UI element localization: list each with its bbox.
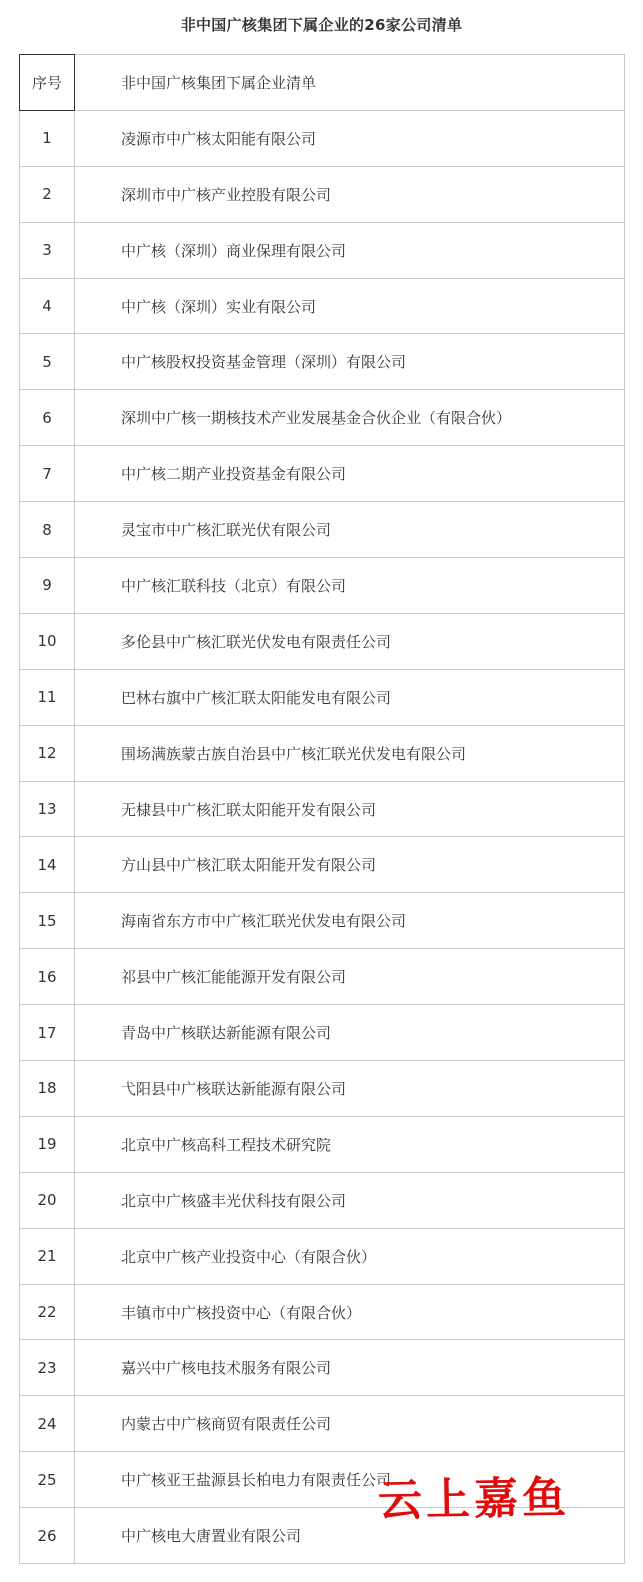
row-serial-number: 26 [20,1508,75,1564]
table-row [20,893,625,949]
row-serial-number: 15 [20,893,75,949]
row-serial-number: 24 [20,1396,75,1452]
row-company-name: 围场满族蒙古族自治县中广核汇联光伏发电有限公司 [75,725,625,781]
row-serial-number: 25 [20,1452,75,1508]
page-title: 非中国广核集团下属企业的26家公司清单 [180,16,463,34]
table-row [20,669,625,725]
row-company-name: 中广核电大唐置业有限公司 [75,1508,625,1564]
row-serial-number: 5 [20,334,75,390]
row-serial-number: 14 [20,837,75,893]
row-company-name: 深圳市中广核产业控股有限公司 [75,166,625,222]
table-row [20,502,625,558]
table-row [20,781,625,837]
row-company-name: 祁县中广核汇能能源开发有限公司 [75,949,625,1005]
row-serial-number: 3 [20,222,75,278]
row-company-name: 巴林右旗中广核汇联太阳能发电有限公司 [75,669,625,725]
row-serial-number: 19 [20,1116,75,1172]
table-row [20,110,625,166]
table-row [20,1116,625,1172]
company-table [19,54,625,1564]
table-row [20,1396,625,1452]
table-row [20,1452,625,1508]
row-company-name: 中广核二期产业投资基金有限公司 [75,446,625,502]
row-serial-number: 1 [20,110,75,166]
row-serial-number: 20 [20,1172,75,1228]
table-row [20,1284,625,1340]
row-serial-number: 21 [20,1228,75,1284]
row-company-name: 多伦县中广核汇联光伏发电有限责任公司 [75,613,625,669]
row-serial-number: 17 [20,1005,75,1061]
row-serial-number: 13 [20,781,75,837]
table-row [20,1005,625,1061]
row-serial-number: 7 [20,446,75,502]
table-row [20,613,625,669]
row-company-name: 海南省东方市中广核汇联光伏发电有限公司 [75,893,625,949]
row-serial-number: 23 [20,1340,75,1396]
row-serial-number: 16 [20,949,75,1005]
row-serial-number: 10 [20,613,75,669]
row-company-name: 弋阳县中广核联达新能源有限公司 [75,1061,625,1117]
header-serial-number: 序号 [20,55,75,111]
row-serial-number: 8 [20,502,75,558]
row-company-name: 凌源市中广核太阳能有限公司 [75,110,625,166]
table-row [20,558,625,614]
row-company-name: 丰镇市中广核投资中心（有限合伙） [75,1284,625,1340]
table-row [20,725,625,781]
table-row [20,166,625,222]
row-company-name: 方山县中广核汇联太阳能开发有限公司 [75,837,625,893]
table-row [20,334,625,390]
row-serial-number: 18 [20,1061,75,1117]
watermark-logo: 云上嘉鱼 [377,1472,571,1527]
row-serial-number: 4 [20,278,75,334]
table-row [20,1508,625,1564]
table-row [20,949,625,1005]
table-row [20,1172,625,1228]
table-header-row [20,55,625,111]
row-company-name: 中广核汇联科技（北京）有限公司 [75,558,625,614]
table-row [20,390,625,446]
row-serial-number: 12 [20,725,75,781]
table-row [20,278,625,334]
table-row [20,222,625,278]
row-company-name: 深圳中广核一期核技术产业发展基金合伙企业（有限合伙） [75,390,625,446]
row-company-name: 中广核股权投资基金管理（深圳）有限公司 [75,334,625,390]
row-serial-number: 9 [20,558,75,614]
header-company-name: 非中国广核集团下属企业清单 [75,55,625,111]
row-company-name: 中广核（深圳）实业有限公司 [75,278,625,334]
row-company-name: 灵宝市中广核汇联光伏有限公司 [75,502,625,558]
row-company-name: 嘉兴中广核电技术服务有限公司 [75,1340,625,1396]
row-company-name: 内蒙古中广核商贸有限责任公司 [75,1396,625,1452]
row-serial-number: 6 [20,390,75,446]
row-company-name: 北京中广核盛丰光伏科技有限公司 [75,1172,625,1228]
row-company-name: 中广核（深圳）商业保理有限公司 [75,222,625,278]
table-row [20,1061,625,1117]
row-company-name: 青岛中广核联达新能源有限公司 [75,1005,625,1061]
row-serial-number: 11 [20,669,75,725]
row-serial-number: 2 [20,166,75,222]
table-body [20,55,625,1564]
table-row [20,446,625,502]
row-serial-number: 22 [20,1284,75,1340]
row-company-name: 北京中广核高科工程技术研究院 [75,1116,625,1172]
row-company-name: 无棣县中广核汇联太阳能开发有限公司 [75,781,625,837]
table-row [20,1228,625,1284]
table-row [20,837,625,893]
row-company-name: 中广核亚王盐源县长柏电力有限责任公司 [75,1452,625,1508]
row-company-name: 北京中广核产业投资中心（有限合伙） [75,1228,625,1284]
table-row [20,1340,625,1396]
